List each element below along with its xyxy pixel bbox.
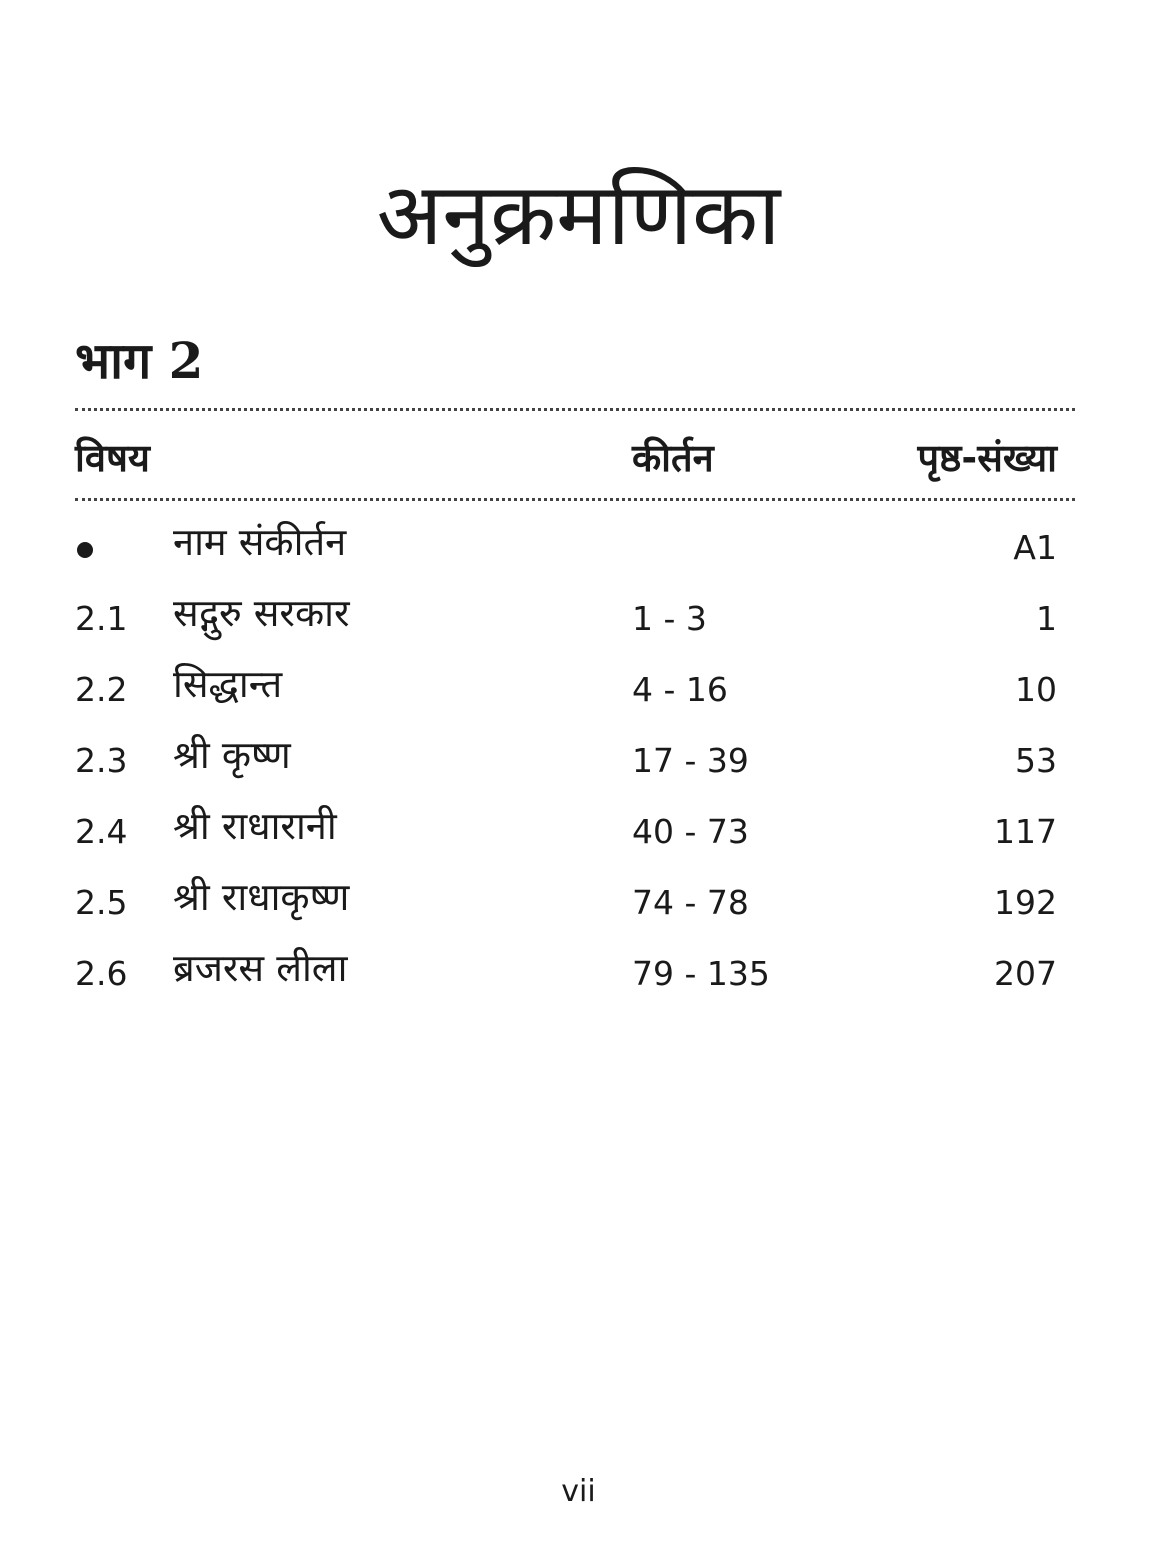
toc-entry-number: 2.6 — [75, 954, 128, 993]
toc-entry-2-5[interactable] — [75, 869, 1075, 940]
bullet-icon — [77, 542, 93, 558]
dotted-divider-top — [75, 408, 1075, 411]
toc-entry-number: 2.4 — [75, 812, 128, 851]
column-header-subject: विषय — [75, 436, 150, 480]
toc-entry-page-number: 10 — [1015, 670, 1057, 709]
table-of-contents — [75, 514, 1075, 1011]
toc-entry-title: श्री कृष्ण — [173, 733, 291, 777]
toc-entry-title: नाम संकीर्तन — [173, 520, 347, 564]
toc-entry-number: 2.1 — [75, 599, 128, 638]
toc-entry-page-number: 192 — [994, 883, 1057, 922]
toc-entry-kirtan-range: 40 - 73 — [632, 812, 749, 851]
toc-entry-number: 2.5 — [75, 883, 128, 922]
page-folio: vii — [561, 1474, 596, 1509]
toc-entry-title: सिद्धान्त — [173, 662, 283, 706]
toc-entry-page-number: 207 — [994, 954, 1057, 993]
toc-entry-kirtan-range: 4 - 16 — [632, 670, 728, 709]
toc-header-row — [75, 430, 1075, 490]
toc-entry-title: सद्गुरु सरकार — [173, 591, 350, 635]
toc-entry-number: 2.2 — [75, 670, 128, 709]
toc-entry-2-3[interactable] — [75, 727, 1075, 798]
toc-entry-title: श्री राधाकृष्ण — [173, 875, 350, 919]
toc-entry-page-number: 53 — [1015, 741, 1057, 780]
part-heading: भाग 2 — [75, 331, 204, 390]
toc-entry-2-6[interactable] — [75, 940, 1075, 1011]
toc-entry-nam-sankirtan[interactable] — [75, 514, 1075, 585]
toc-entry-number: 2.3 — [75, 741, 128, 780]
column-header-kirtan: कीर्तन — [632, 436, 714, 480]
toc-entry-page-number: 117 — [994, 812, 1057, 851]
toc-entry-kirtan-range: 1 - 3 — [632, 599, 707, 638]
toc-entry-2-4[interactable] — [75, 798, 1075, 869]
page-title: अनुक्रमणिका — [376, 165, 781, 265]
toc-entry-kirtan-range: 74 - 78 — [632, 883, 749, 922]
dotted-divider-bottom — [75, 498, 1075, 501]
toc-entry-2-1[interactable] — [75, 585, 1075, 656]
toc-entry-title: ब्रजरस लीला — [173, 946, 348, 990]
toc-entry-2-2[interactable] — [75, 656, 1075, 727]
column-header-page: पृष्ठ-संख्या — [917, 436, 1057, 480]
toc-entry-title: श्री राधारानी — [173, 804, 337, 848]
toc-entry-page-number: 1 — [1036, 599, 1057, 638]
toc-entry-kirtan-range: 79 - 135 — [632, 954, 770, 993]
toc-entry-kirtan-range: 17 - 39 — [632, 741, 749, 780]
toc-entry-page-number: A1 — [1013, 528, 1057, 567]
